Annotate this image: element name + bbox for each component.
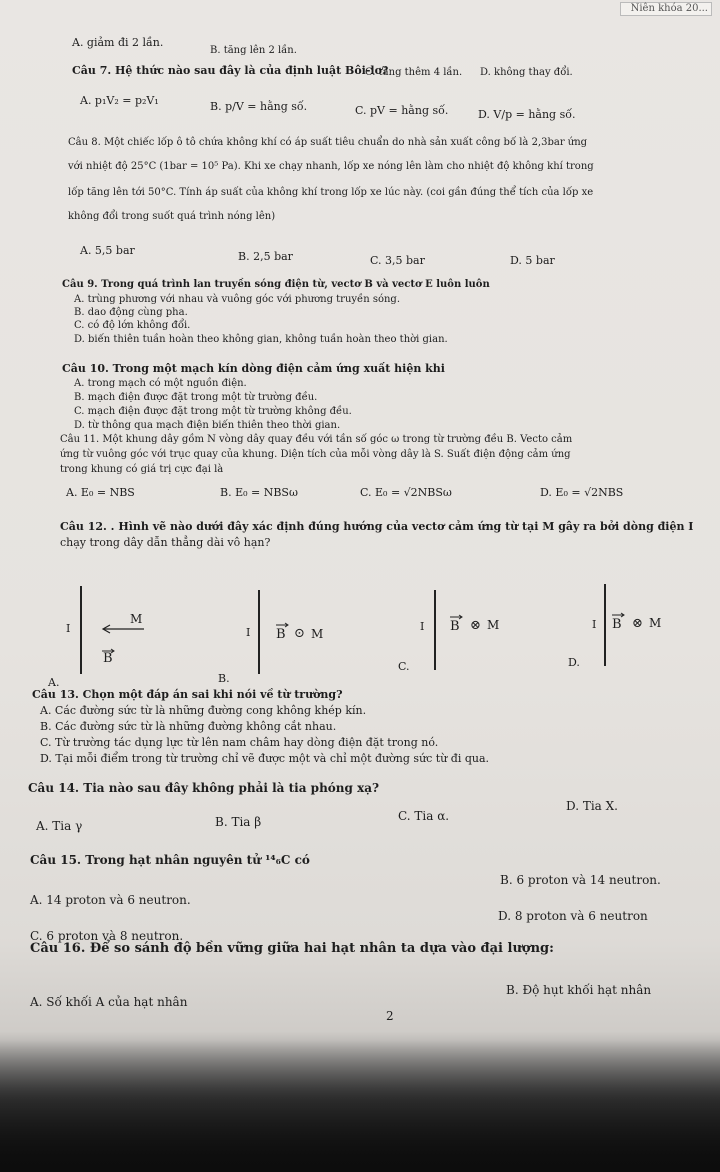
q9-option-d: D. biến thiên tuần hoàn theo không gian, không tuần hoàn theo thời gian. <box>74 334 448 345</box>
q9-option-b: B. dao động cùng pha. <box>74 307 188 318</box>
q11-line-1: Câu 11. Một khung dây gồm N vòng dây quay đều với tần số góc ω trong từ trường đều B. Vecto cảm <box>60 434 573 445</box>
figure-b-option: B. <box>218 672 230 685</box>
q6-option-b: B. tăng lên 2 lần. <box>210 45 297 56</box>
q10-title: Câu 10. Trong một mạch kín dòng điện cảm ứng xuất hiện khi <box>62 362 445 375</box>
q6-option-a: A. giảm đi 2 lần. <box>72 36 164 49</box>
q8-option-a: A. 5,5 bar <box>80 244 135 257</box>
figure-c-field-label: B <box>450 619 460 634</box>
figure-b-field-label: B <box>276 627 286 642</box>
q15-option-c: C. 6 proton và 8 neutron. <box>30 929 184 943</box>
q10-option-b: B. mạch điện được đặt trong một từ trường đều. <box>74 392 318 403</box>
q7-option-d: D. V/p = hằng số. <box>478 108 576 121</box>
figure-c-vector-arrow-icon <box>449 614 465 620</box>
q11-option-b: B. E₀ = NBSω <box>220 486 298 499</box>
q15-option-b: B. 6 proton và 14 neutron. <box>500 873 661 887</box>
q8-line-4: không đổi trong suốt quá trình nóng lên) <box>68 211 276 222</box>
figure-c-option: C. <box>398 660 410 673</box>
figure-d-point-label: M <box>649 616 662 630</box>
figure-d-wire <box>604 584 606 666</box>
figure-a-current-label: I <box>66 622 71 635</box>
q10-option-c: C. mạch điện được đặt trong một từ trường không đều. <box>74 406 352 417</box>
q8-option-c: C. 3,5 bar <box>370 254 425 267</box>
q14-option-a: A. Tia γ <box>36 819 83 833</box>
figure-a-vector-arrow-icon <box>101 648 117 654</box>
page-number: 2 <box>386 1009 394 1023</box>
q12-line-1: Câu 12. . Hình vẽ nào dưới đây xác định đúng hướng của vectơ cảm ứng từ tại M gây ra bởi dòng điện I <box>60 520 694 533</box>
q13-option-d: D. Tại mỗi điểm trong từ trường chỉ vẽ được một và chỉ một đường sức từ đi qua. <box>40 752 490 765</box>
figure-b-point-label: M <box>311 627 324 641</box>
q8-line-2: với nhiệt độ 25°C (1bar = 10⁵ Pa). Khi xe chạy nhanh, lốp xe nóng lên làm cho nhiệt độ không khí trong <box>68 161 594 172</box>
q8-line-1: Câu 8. Một chiếc lốp ô tô chứa không khí có áp suất tiêu chuẩn do nhà sản xuất công bố là 2,3bar ứng <box>68 137 588 148</box>
figure-c-point-label: M <box>487 618 500 632</box>
q14-option-b: B. Tia β <box>215 815 262 829</box>
q8-option-b: B. 2,5 bar <box>238 250 293 263</box>
q10-option-a: A. trong mạch có một nguồn điện. <box>74 378 247 389</box>
figure-b-wire <box>258 590 260 674</box>
q9-title: Câu 9. Trong quá trình lan truyền sóng điện từ, vectơ B và vectơ E luôn luôn <box>62 279 490 290</box>
q13-option-b: B. Các đường sức từ là những đường không cắt nhau. <box>40 720 337 733</box>
figure-a-wire <box>80 586 82 674</box>
figure-d-vector-arrow-icon <box>611 612 627 618</box>
q11-line-2: ứng từ vuông góc với trục quay của khung. Diện tích của mỗi vòng dây là S. Suất điện động cảm ứng <box>60 449 571 460</box>
figure-c-wire <box>434 590 436 670</box>
q13-option-a: A. Các đường sức từ là những đường cong không khép kín. <box>40 704 367 717</box>
q15-option-d: D. 8 proton và 6 neutron <box>498 909 648 923</box>
q14-title: Câu 14. Tia nào sau đây không phải là tia phóng xạ? <box>28 781 380 795</box>
figure-a-point-label: M <box>130 612 143 626</box>
q7-option-b: B. p/V = hằng số. <box>210 100 308 113</box>
q7-option-a: A. p₁V₂ = p₂V₁ <box>80 94 159 107</box>
q10-option-d: D. từ thông qua mạch điện biến thiên theo thời gian. <box>74 420 341 431</box>
q8-option-d: D. 5 bar <box>510 254 555 267</box>
figure-d-current-label: I <box>592 618 597 631</box>
q7-title: Câu 7. Hệ thức nào sau đây là của định luật Bôi-lơ? <box>72 64 389 77</box>
q11-line-3: trong khung có giá trị cực đại là <box>60 464 224 475</box>
figure-a-arrow-icon <box>100 624 146 634</box>
q14-option-d: D. Tia X. <box>566 799 618 813</box>
figure-a-field-label: B <box>103 651 113 666</box>
q16-option-b: B. Độ hụt khối hạt nhân <box>506 983 652 997</box>
q16-title: Câu 16. Để so sánh độ bền vững giữa hai hạt nhân ta dựa vào đại lượng: <box>30 941 554 956</box>
figure-b-current-label: I <box>246 626 251 639</box>
q8-line-3: lốp tăng lên tới 50°C. Tính áp suất của không khí trong lốp xe lúc này. (coi gần đúng thể tích của lốp xe <box>68 187 594 198</box>
q7-option-c: C. pV = hằng số. <box>355 104 449 117</box>
q15-option-a: A. 14 proton và 6 neutron. <box>30 893 191 907</box>
q9-option-a: A. trùng phương với nhau và vuông góc với phương truyền sóng. <box>74 294 400 305</box>
q11-option-c: C. E₀ = √2NBSω <box>360 486 452 499</box>
figure-d-option: D. <box>568 656 580 669</box>
q12-line-2: chạy trong dây dẫn thẳng dài vô hạn? <box>60 536 271 549</box>
figure-b-dot-icon: ⊙ <box>294 626 305 641</box>
q13-option-c: C. Từ trường tác dụng lực từ lên nam châm hay dòng điện đặt trong nó. <box>40 736 439 749</box>
figure-c-current-label: I <box>420 620 425 633</box>
q9-option-c: C. có độ lớn không đổi. <box>74 320 191 331</box>
q15-title: Câu 15. Trong hạt nhân nguyên tử ¹⁴₆C có <box>30 853 310 867</box>
figure-b-vector-arrow-icon <box>275 622 291 628</box>
figure-d-cross-icon: ⊗ <box>632 616 643 631</box>
q13-title: Câu 13. Chọn một đáp án sai khi nói về từ trường? <box>32 688 343 701</box>
q14-option-c: C. Tia α. <box>398 809 450 823</box>
figure-a-option: A. <box>48 676 60 689</box>
q11-option-d: D. E₀ = √2NBS <box>540 486 624 499</box>
q11-option-a: A. E₀ = NBS <box>66 486 135 499</box>
figure-c-cross-icon: ⊗ <box>470 618 481 633</box>
q6-option-d: D. không thay đổi. <box>480 67 573 78</box>
dark-shadow-region <box>0 1040 720 1172</box>
q6-option-c: C. tăng thêm 4 lần. <box>365 67 463 78</box>
header-text: Niên khóa 20... <box>630 3 708 14</box>
figure-d-field-label: B <box>612 617 622 632</box>
q16-option-a: A. Số khối A của hạt nhân <box>30 995 188 1009</box>
